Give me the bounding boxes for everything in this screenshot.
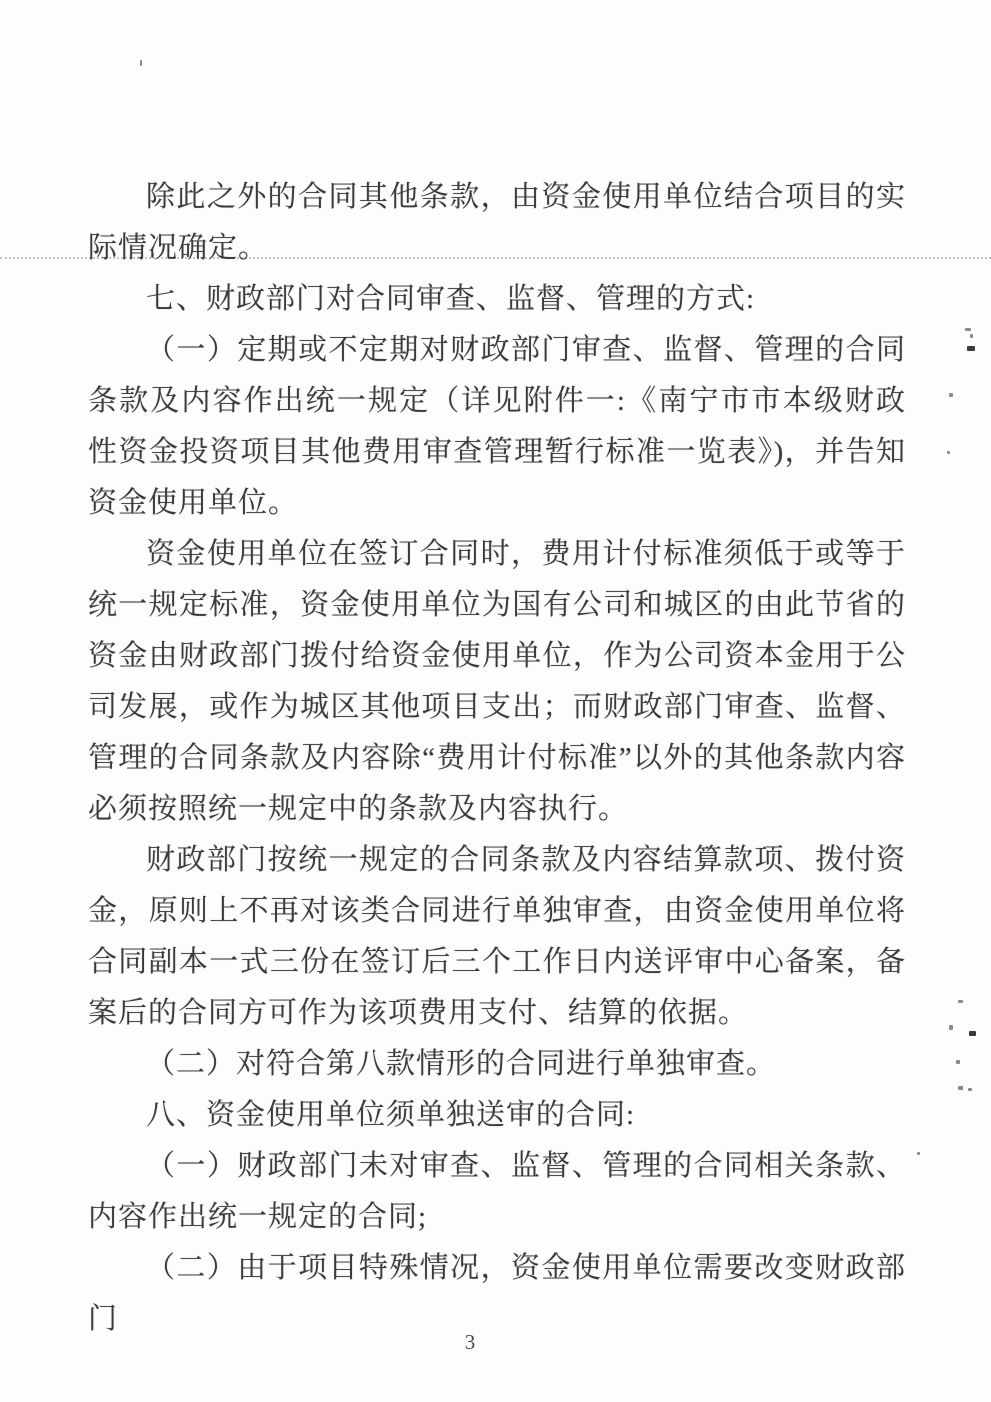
scan-speck <box>947 451 950 454</box>
scan-speck <box>956 1060 960 1064</box>
paragraph-other-clauses: 除此之外的合同其他条款，由资金使用单位结合项目的实际情况确定。 <box>88 181 906 264</box>
scan-speck <box>958 1000 963 1003</box>
scan-speck <box>958 1086 963 1090</box>
scan-speck <box>970 334 973 338</box>
paragraph-seven-sub-one: （一）定期或不定期对财政部门审查、监督、管理的合同条款及内容作出统一规定（详见附件一:《南宁市市本级财政性资金投资项目其他费用审查管理暂行标准一览表》)，并告知资金使用单位。 <box>88 334 906 519</box>
paragraph-settlement-filing: 财政部门按统一规定的合同条款及内容结算款项、拨付资金，原则上不再对该类合同进行单独审查，由资金使用单位将合同副本一式三份在签订后三个工作日内送评审中心备案，备案后的合同方可作为该项费用支付、结算的依据。 <box>88 844 906 1029</box>
scan-speck <box>949 1025 953 1030</box>
paragraph-eight-sub-two: （二）由于项目特殊情况，资金使用单位需要改变财政部门 <box>88 1252 906 1335</box>
document-body <box>88 172 906 1345</box>
heading-item-eight: 八、资金使用单位须单独送审的合同: <box>146 1099 636 1131</box>
paragraph-eight-sub-one: （一）财政部门未对审查、监督、管理的合同相关条款、内容作出统一规定的合同; <box>88 1150 906 1233</box>
scan-speck <box>965 328 971 331</box>
page-number: 3 <box>464 1330 476 1354</box>
scan-speck <box>967 346 975 351</box>
heading-item-seven: 七、财政部门对合同审查、监督、管理的方式: <box>146 283 756 315</box>
scan-speck <box>968 1088 972 1091</box>
scan-speck <box>949 393 953 397</box>
scan-speck <box>140 60 142 66</box>
scan-speck <box>917 1152 920 1155</box>
paragraph-seven-sub-two: （二）对符合第八款情形的合同进行单独审查。 <box>146 1048 777 1080</box>
paragraph-payment-standard: 资金使用单位在签订合同时，费用计付标准须低于或等于统一规定标准，资金使用单位为国有公司和城区的由此节省的资金由财政部门拨付给资金使用单位，作为公司资本金用于公司发展，或作为城区其他项目支出；而财政部门审查、监督、管理的合同条款及内容除“费用计付标准”以外的其他条款内容必须按照统一规定中的条款及内容执行。 <box>88 538 906 825</box>
scan-speck <box>969 1031 976 1036</box>
